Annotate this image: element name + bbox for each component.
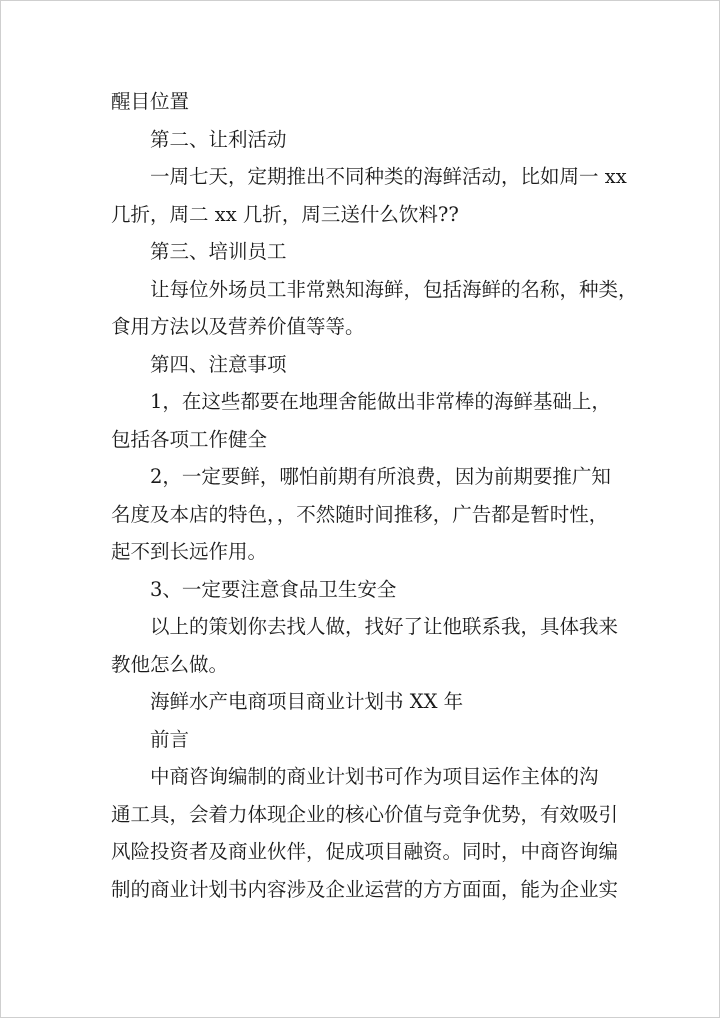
section-heading: 第四、注意事项 (150, 352, 287, 376)
text-line: 食用方法以及营养价值等等。 (111, 315, 365, 338)
text-line: 1，在这些都要在地理舍能做出非常棒的海鲜基础上， (150, 390, 611, 413)
section-heading: 前言 (150, 727, 190, 751)
text-line: 制的商业计划书内容涉及企业运营的方方面面，能为企业实 (111, 877, 619, 901)
text-line: 3、一定要注意食品卫生安全 (150, 577, 397, 601)
text-line: 风险投资者及商业伙伴，促成项目融资。同时，中商咨询编 (111, 840, 619, 863)
text-line: 中商咨询编制的商业计划书可作为项目运作主体的沟 (150, 765, 599, 788)
text-line: 一周七天，定期推出不同种类的海鲜活动，比如周一 xx (150, 165, 627, 188)
section-heading: 第三、培训员工 (150, 240, 287, 263)
text-line: 通工具，会着力体现企业的核心价值与竞争优势，有效吸引 (111, 802, 619, 826)
text-line: 醒目位置 (111, 90, 190, 113)
text-line: 2，一定要鲜，哪怕前期有所浪费，因为前期要推广知 (150, 465, 611, 488)
text-line: 起不到长远作用。 (111, 540, 268, 563)
text-line: 包括各项工作健全 (111, 427, 268, 451)
document-body (111, 83, 638, 908)
document-title: 海鲜水产电商项目商业计划书 XX 年 (150, 690, 464, 713)
text-line: 以上的策划你去找人做，找好了让他联系我，具体我来 (150, 615, 619, 638)
text-line: 教他怎么做。 (111, 652, 229, 676)
text-line: 名度及本店的特色，，不然随时间推移，广告都是暂时性， (111, 502, 609, 526)
text-line: 几折，周二 xx 几折，周三送什么饮料?? (111, 202, 459, 226)
section-heading: 第二、让利活动 (150, 127, 287, 151)
text-line: 让每位外场员工非常熟知海鲜，包括海鲜的名称，种类， (150, 277, 638, 301)
